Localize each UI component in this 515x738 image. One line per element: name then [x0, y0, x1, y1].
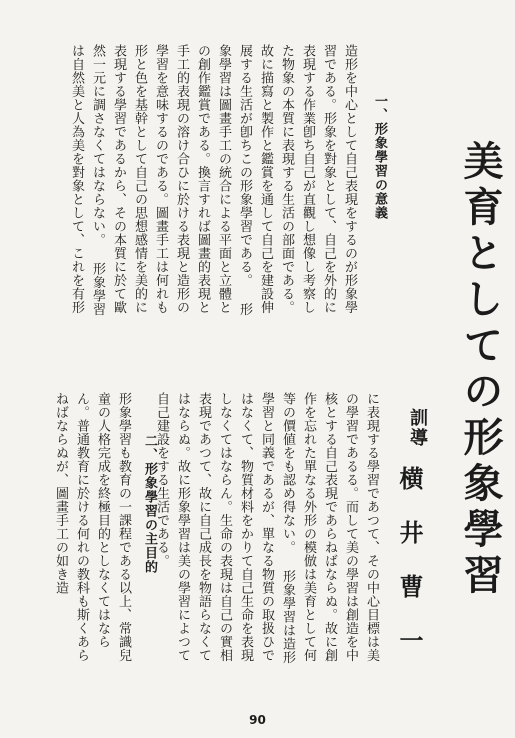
section-heading: 一、形象學習の意義: [372, 94, 387, 220]
section-body: 造形を中心として自己表現をするのが形象學習である。形象を對象として、自己を外的に表現する作業卽ち自己が直觀し想像し考察した物象の本質に表現する生活の部面である。故に描寫と製作と鑑賞を通して自己を建設伸展する生活が卽ちこの形象學習である。 形象學習は圖畫手工の統合による平面と立體との創作鑑賞である。換言すれば圖畫的表現と手工的表現の溶け合ひに於ける表現と造形の學習を意味するのである。圖畫手工は何れも形と色を基幹として自己の思想感情を美的に表現する學習であるから、その本質に於て歐然一元に調さなくてはならない。 形象學習は自然美と人為美を對象として、これを有形: [69, 44, 357, 316]
page-number: 90: [249, 713, 266, 727]
section-body: 形象學習も教育の一課程である以上、常識兒童の人格完成を終極目的としなくてはならん。普通教育に於ける何れの教科も斯くあらねばならぬが、圖畫手工の如き造: [53, 392, 131, 662]
section-body-continued: に表現する學習であつて、その中心目標は美の學習であるる。而して美の學習は創造を中核とする自己表現であらねばならぬ。故に創作を忘れた單なる外形の模倣は美育として何等の價値をも認め得ない。 形象學習は造形學習と同義であるが、單なる物質の取扱ひではなくて、物質材料をかりて自己生命を表現しなくてはならん。生命の表現は自己の實相表現であつて、故に自己成長を物語らなくてはならぬ。故に形象學習は美の學習によつて自己建設をする生活である。: [154, 392, 379, 664]
section-heading: 二、形象學習の主目的: [142, 434, 157, 574]
author-byline: 訓導: [407, 408, 428, 448]
author-name: 横井曹一: [395, 466, 424, 682]
article-title: 美育としての形象學習: [457, 140, 504, 600]
